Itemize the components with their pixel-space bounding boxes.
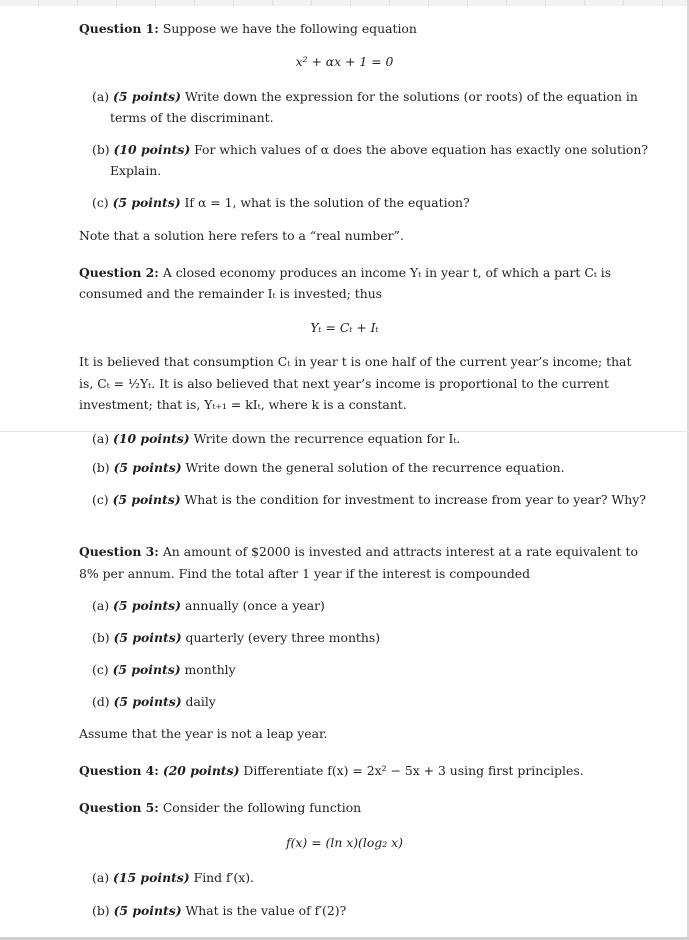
q1-part-c bbox=[92, 194, 605, 212]
q1-intro-line bbox=[79, 20, 605, 38]
q5-a-points: (15 points) bbox=[113, 870, 190, 885]
q3-b-points: (5 points) bbox=[113, 630, 182, 645]
q1-a-text-cont: terms of the discriminant. bbox=[110, 110, 274, 125]
q5-part-a bbox=[92, 869, 605, 887]
q2-para-line2: is, Cₜ = ½Yₜ. It is also believed that next year’s income is proportional to the current bbox=[79, 376, 609, 391]
q1-b-text-cont: Explain. bbox=[110, 163, 162, 178]
q4-heading: Question 4: bbox=[79, 763, 159, 778]
q2-para-line3: investment; that is, Yₜ₊₁ = kIₜ, where k is a constant. bbox=[79, 397, 407, 412]
q2-b-text: Write down the general solution of the recurrence equation. bbox=[185, 460, 565, 475]
q3-intro: An amount of $2000 is invested and attracts interest at a rate equivalent to bbox=[162, 544, 638, 559]
q2-part-b bbox=[92, 459, 605, 477]
page-top-border bbox=[0, 0, 689, 6]
q3-b-text: quarterly (every three months) bbox=[185, 630, 381, 645]
q2-c-text: What is the condition for investment to increase from year to year? Why? bbox=[184, 492, 646, 507]
q2-b-label: (b) bbox=[92, 460, 110, 475]
q3-a-label: (a) bbox=[92, 598, 110, 613]
q3-note: Assume that the year is not a leap year. bbox=[79, 726, 328, 741]
q1-equation: x² + αx + 1 = 0 bbox=[295, 54, 394, 69]
q3-heading: Question 3: bbox=[79, 544, 159, 559]
q1-intro: Suppose we have the following equation bbox=[162, 21, 417, 36]
q2-a-text: Write down the recurrence equation for Iₜ. bbox=[193, 431, 461, 446]
q5-intro-line bbox=[79, 799, 605, 817]
q5-b-points: (5 points) bbox=[113, 903, 182, 918]
q1-c-label: (c) bbox=[92, 195, 109, 210]
q3-a-points: (5 points) bbox=[113, 598, 182, 613]
q1-part-b bbox=[92, 141, 648, 159]
q1-a-points: (5 points) bbox=[113, 89, 182, 104]
q3-intro-line bbox=[79, 543, 638, 561]
q1-part-a bbox=[92, 88, 638, 106]
q1-note: Note that a solution here refers to a “real number”. bbox=[79, 228, 404, 243]
q2-para-line1: It is believed that consumption Cₜ in year t is one half of the current year’s income; that bbox=[79, 354, 632, 369]
q2-a-label: (a) bbox=[92, 431, 110, 446]
q3-a-text: annually (once a year) bbox=[184, 598, 325, 613]
q3-part-d bbox=[92, 693, 605, 711]
q3-intro-cont: 8% per annum. Find the total after 1 year if the interest is compounded bbox=[79, 566, 531, 581]
q2-part-c bbox=[92, 491, 646, 509]
q1-c-text: If α = 1, what is the solution of the equation? bbox=[184, 195, 470, 210]
q1-a-label: (a) bbox=[92, 89, 110, 104]
q4-points: (20 points) bbox=[162, 763, 240, 778]
q4-text: Differentiate f(x) = 2x² − 5x + 3 using first principles. bbox=[243, 763, 584, 778]
q3-part-c bbox=[92, 661, 605, 679]
q2-intro-cont: consumed and the remainder Iₜ is invested; thus bbox=[79, 286, 383, 301]
q1-b-text: For which values of α does the above equation has exactly one solution? bbox=[194, 142, 648, 157]
q1-a-text: Write down the expression for the solutions (or roots) of the equation in bbox=[184, 89, 638, 104]
q1-heading: Question 1: bbox=[79, 21, 159, 36]
q5-part-b bbox=[92, 902, 605, 920]
q5-equation: f(x) = (ln x)(log₂ x) bbox=[286, 835, 403, 850]
q4-line bbox=[79, 762, 605, 780]
q5-heading: Question 5: bbox=[79, 800, 159, 815]
q3-c-label: (c) bbox=[92, 662, 109, 677]
q1-b-label: (b) bbox=[92, 142, 110, 157]
q1-b-points: (10 points) bbox=[113, 142, 191, 157]
q5-b-text: What is the value of f′(2)? bbox=[185, 903, 347, 918]
q1-c-points: (5 points) bbox=[112, 195, 181, 210]
q2-heading: Question 2: bbox=[79, 265, 159, 280]
q3-b-label: (b) bbox=[92, 630, 110, 645]
q2-a-points: (10 points) bbox=[113, 431, 190, 446]
q2-part-a bbox=[92, 430, 605, 448]
q2-c-points: (5 points) bbox=[112, 492, 181, 507]
q5-a-label: (a) bbox=[92, 870, 110, 885]
q3-d-text: daily bbox=[185, 694, 216, 709]
q3-c-text: monthly bbox=[184, 662, 236, 677]
q5-intro: Consider the following function bbox=[162, 800, 362, 815]
q2-equation: Yₜ = Cₜ + Iₜ bbox=[310, 320, 379, 335]
q2-intro-line bbox=[79, 264, 612, 282]
q2-intro: A closed economy produces an income Yₜ in year t, of which a part Cₜ is bbox=[162, 265, 612, 280]
q2-b-points: (5 points) bbox=[113, 460, 182, 475]
q3-d-label: (d) bbox=[92, 694, 110, 709]
q5-a-text: Find f′(x). bbox=[193, 870, 254, 885]
q3-c-points: (5 points) bbox=[112, 662, 181, 677]
q3-part-a bbox=[92, 597, 605, 615]
q3-part-b bbox=[92, 629, 605, 647]
q3-d-points: (5 points) bbox=[113, 694, 182, 709]
q2-c-label: (c) bbox=[92, 492, 109, 507]
q5-b-label: (b) bbox=[92, 903, 110, 918]
